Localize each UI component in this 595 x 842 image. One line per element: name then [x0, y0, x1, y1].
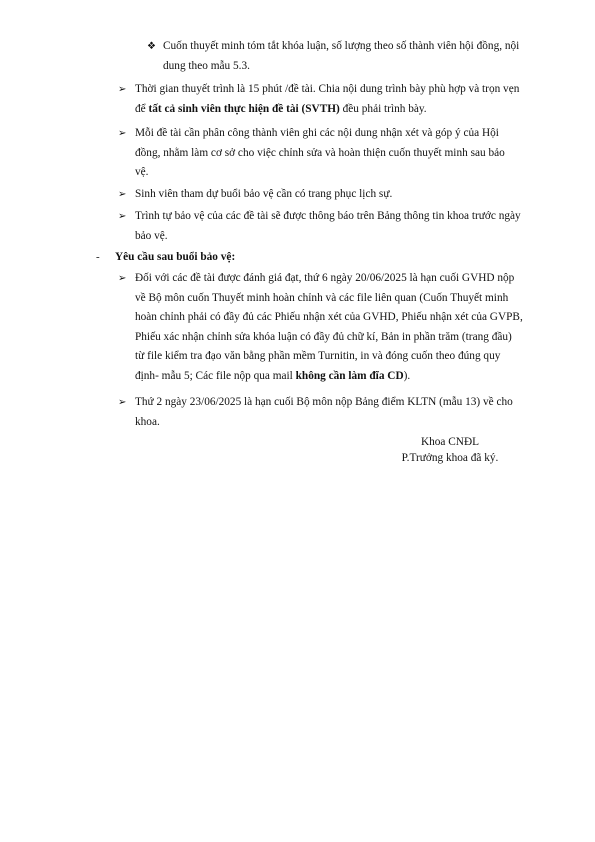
text-run: định- mẫu 5; Các file nộp qua mail — [135, 369, 296, 382]
list-item — [163, 37, 543, 76]
list-item-line: Thứ 2 ngày 23/06/2025 là hạn cuối Bộ môn nộp Bảng điểm KLTN (mẫu 13) về cho — [135, 396, 513, 408]
list-item — [135, 80, 543, 119]
list-item — [135, 124, 543, 183]
arrow-bullet-icon: ➢ — [118, 128, 127, 139]
list-item-line: Đối với các đề tài được đánh giá đạt, thứ 6 ngày 20/06/2025 là hạn cuối GVHD nộp — [135, 272, 515, 284]
list-item-line: Cuốn thuyết minh tóm tắt khóa luận, số lượng theo số thành viên hội đồng, nội — [163, 40, 520, 52]
arrow-bullet-icon: ➢ — [118, 211, 127, 222]
list-item-line — [135, 100, 543, 120]
list-item-line: khoa. — [135, 415, 160, 428]
list-item-line — [135, 367, 543, 387]
list-item-line: bảo vệ. — [135, 229, 168, 242]
list-item — [135, 393, 543, 432]
section-heading: Yêu cầu sau buổi bảo vệ: — [115, 251, 236, 263]
text-run: để — [135, 102, 149, 115]
signature-block — [370, 434, 530, 466]
list-item-line: Phiếu xác nhận chỉnh sửa khóa luận có đầy đủ chữ kí, Bản in phần trăm (trang đầu) — [135, 330, 512, 343]
list-item-line: Mỗi đề tài cần phân công thành viên ghi các nội dung nhận xét và góp ý của Hội — [135, 127, 499, 139]
signature-department: Khoa CNĐL — [420, 436, 480, 448]
list-item — [135, 269, 543, 387]
dash-bullet: - — [96, 251, 100, 263]
list-item-line: Trình tự bảo vệ của các đề tài sẽ được thông báo trên Bảng thông tin khoa trước ngày — [135, 210, 521, 222]
bold-text: tất cả sinh viên thực hiện đề tài (SVTH) — [148, 102, 340, 115]
arrow-bullet-icon: ➢ — [118, 397, 127, 408]
text-run: ). — [403, 369, 411, 382]
list-item-line: hoàn chỉnh phải có đầy đủ các Phiếu nhận xét của GVHD, Phiếu nhận xét của GVPB, — [135, 311, 523, 324]
list-item-line: về Bộ môn cuốn Thuyết minh hoàn chỉnh và các file liên quan (Cuốn Thuyết minh — [135, 291, 509, 304]
list-item-line: dung theo mẫu 5.3. — [163, 59, 250, 72]
list-item-line: Sinh viên tham dự buổi bảo vệ cần có trang phục lịch sự. — [135, 188, 393, 200]
list-item-line: từ file kiểm tra đạo văn bằng phần mềm Turnitin, in và đóng cuốn theo đúng quy — [135, 350, 501, 363]
arrow-bullet-icon: ➢ — [118, 189, 127, 200]
arrow-bullet-icon: ➢ — [118, 84, 127, 95]
list-item-line: đồng, nhằm làm cơ sở cho việc chỉnh sửa và hoàn thiện cuốn thuyết minh sau bảo — [135, 146, 505, 159]
list-item-line: Thời gian thuyết trình là 15 phút /đề tài. Chia nội dung trình bày phù hợp và trọn vẹn — [135, 83, 520, 95]
list-item — [135, 185, 543, 205]
diamond-bullet-icon: ❖ — [147, 41, 156, 52]
list-item — [135, 207, 543, 246]
bold-text: không cần làm đĩa CD — [295, 369, 404, 382]
list-item-line: vệ. — [135, 166, 149, 179]
signature-signer: P.Trưởng khoa đã ký. — [401, 452, 499, 464]
arrow-bullet-icon: ➢ — [118, 273, 127, 284]
text-run: đều phải trình bày. — [339, 102, 427, 115]
